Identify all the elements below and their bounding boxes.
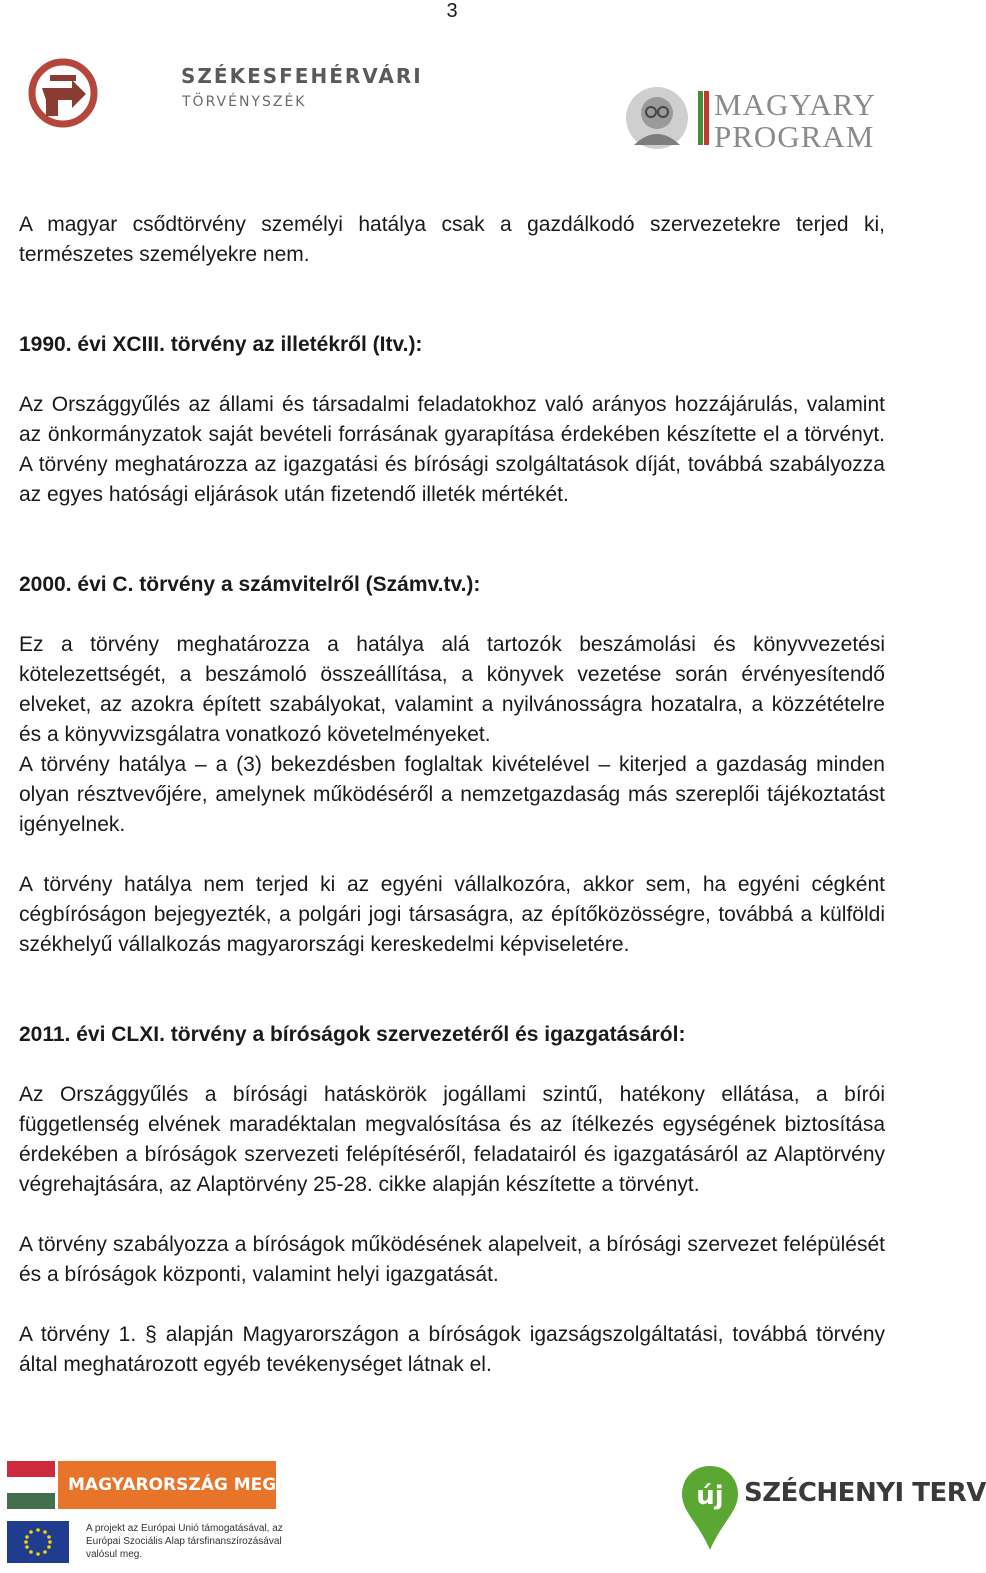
magyarorszag-megujul-banner: MAGYARORSZÁG MEGÚJUL bbox=[58, 1461, 276, 1509]
paragraph: A törvény 1. § alapján Magyarországon a bíróságok igazságszolgáltatási, továbbá törvény által meghatározott egyéb tevékenységet látnak el. bbox=[19, 1323, 885, 1376]
paragraph: Az Országgyűlés a bírósági hatáskörök jogállami szintű, hatékony ellátása, a bírói függetlenség elvének maradéktalan megvalósítása és az ítélkezés egységének biztosítása érdekében a bíróságok szervezeti felépítéséről, feladatairól és igazgatásáról az Alaptörvény végrehajtására, az Alaptörvény 25-28. cikke alapján készítette a törvényt. bbox=[19, 1083, 885, 1196]
footer-left-logos bbox=[0, 1455, 321, 1573]
magyary-line2: PROGRAM bbox=[714, 119, 875, 154]
red-bar bbox=[704, 91, 709, 145]
section-heading: 1990. évi XCIII. törvény az illetékről (Itv.): bbox=[19, 333, 423, 356]
paragraph: A magyar csődtörvény személyi hatálya csak a gazdálkodó szervezetekre terjed ki, természetes személyekre nem. bbox=[19, 213, 885, 266]
eu-flag-icon bbox=[7, 1521, 69, 1563]
portrait-icon bbox=[624, 85, 690, 151]
magyary-line1: MAGYARY bbox=[714, 87, 877, 122]
court-logo bbox=[28, 58, 423, 128]
section-heading: 2000. évi C. törvény a számvitelről (Számv.tv.): bbox=[19, 573, 481, 596]
court-name-line2: TÖRVÉNYSZÉK bbox=[182, 94, 307, 110]
paragraph: A törvény hatálya nem terjed ki az egyéni vállalkozóra, akkor sem, ha egyéni cégként cégbíróságon bejegyezték, a polgári jogi társaságra, az építőközösségre, továbbá a külföldi székhelyű vállalkozás magyarországi kereskedelmi képviseletére. bbox=[19, 873, 885, 956]
magyary-logo bbox=[624, 85, 884, 155]
paragraph: A törvény hatálya – a (3) bekezdésben foglaltak kivételével – kiterjed a gazdaság minden olyan résztvevőjére, amelynek működéséről a nemzetgazdaság más szereplői tájékoztatást igényelnek. bbox=[19, 753, 885, 836]
szechenyi-emblem-icon bbox=[678, 1462, 742, 1554]
svg-text:új: új bbox=[696, 1481, 724, 1511]
court-emblem-icon bbox=[28, 58, 98, 128]
paragraph: A törvény szabályozza a bíróságok működésének alapelveit, a bírósági szervezet felépülését és a bíróságok központi, valamint helyi igazgatását. bbox=[19, 1233, 885, 1286]
page-number: 3 bbox=[446, 0, 458, 22]
szechenyi-terv-logo bbox=[678, 1462, 986, 1562]
hungarian-flag-icon bbox=[7, 1461, 55, 1509]
court-name-line1: SZÉKESFEHÉRVÁRI bbox=[181, 64, 423, 88]
green-bar bbox=[698, 91, 703, 145]
szechenyi-terv-text: SZÉCHENYI TERV bbox=[744, 1478, 986, 1508]
eu-funding-note: A projekt az Európai Unió támogatásával, az Európai Szociális Alap társfinanszírozásával valósul meg. bbox=[86, 1523, 283, 1560]
paragraph: Az Országgyűlés az állami és társadalmi feladatokhoz való arányos hozzájárulás, valamint az önkormányzatok saját bevételi forrásának gyarapítása érdekében készítette el a törvényt. A törvény meghatározza az igazgatási és bírósági szolgáltatások díját, továbbá szabályozza az egyes hatósági eljárások után fizetendő illeték mértékét. bbox=[19, 393, 885, 506]
section-heading: 2011. évi CLXI. törvény a bíróságok szervezetéről és igazgatásáról: bbox=[19, 1023, 686, 1046]
document-body bbox=[19, 210, 885, 1380]
paragraph: Ez a törvény meghatározza a hatálya alá tartozók beszámolási és könyvvezetési kötelezettségét, a beszámoló összeállítása, a könyvek vezetése során érvényesítendő elveket, az azokra épített szabályokat, valamint a nyilvánosságra hozatalra, a közzétételre és a könyvvizsgálatra vonatkozó követelményeket. bbox=[19, 633, 885, 746]
